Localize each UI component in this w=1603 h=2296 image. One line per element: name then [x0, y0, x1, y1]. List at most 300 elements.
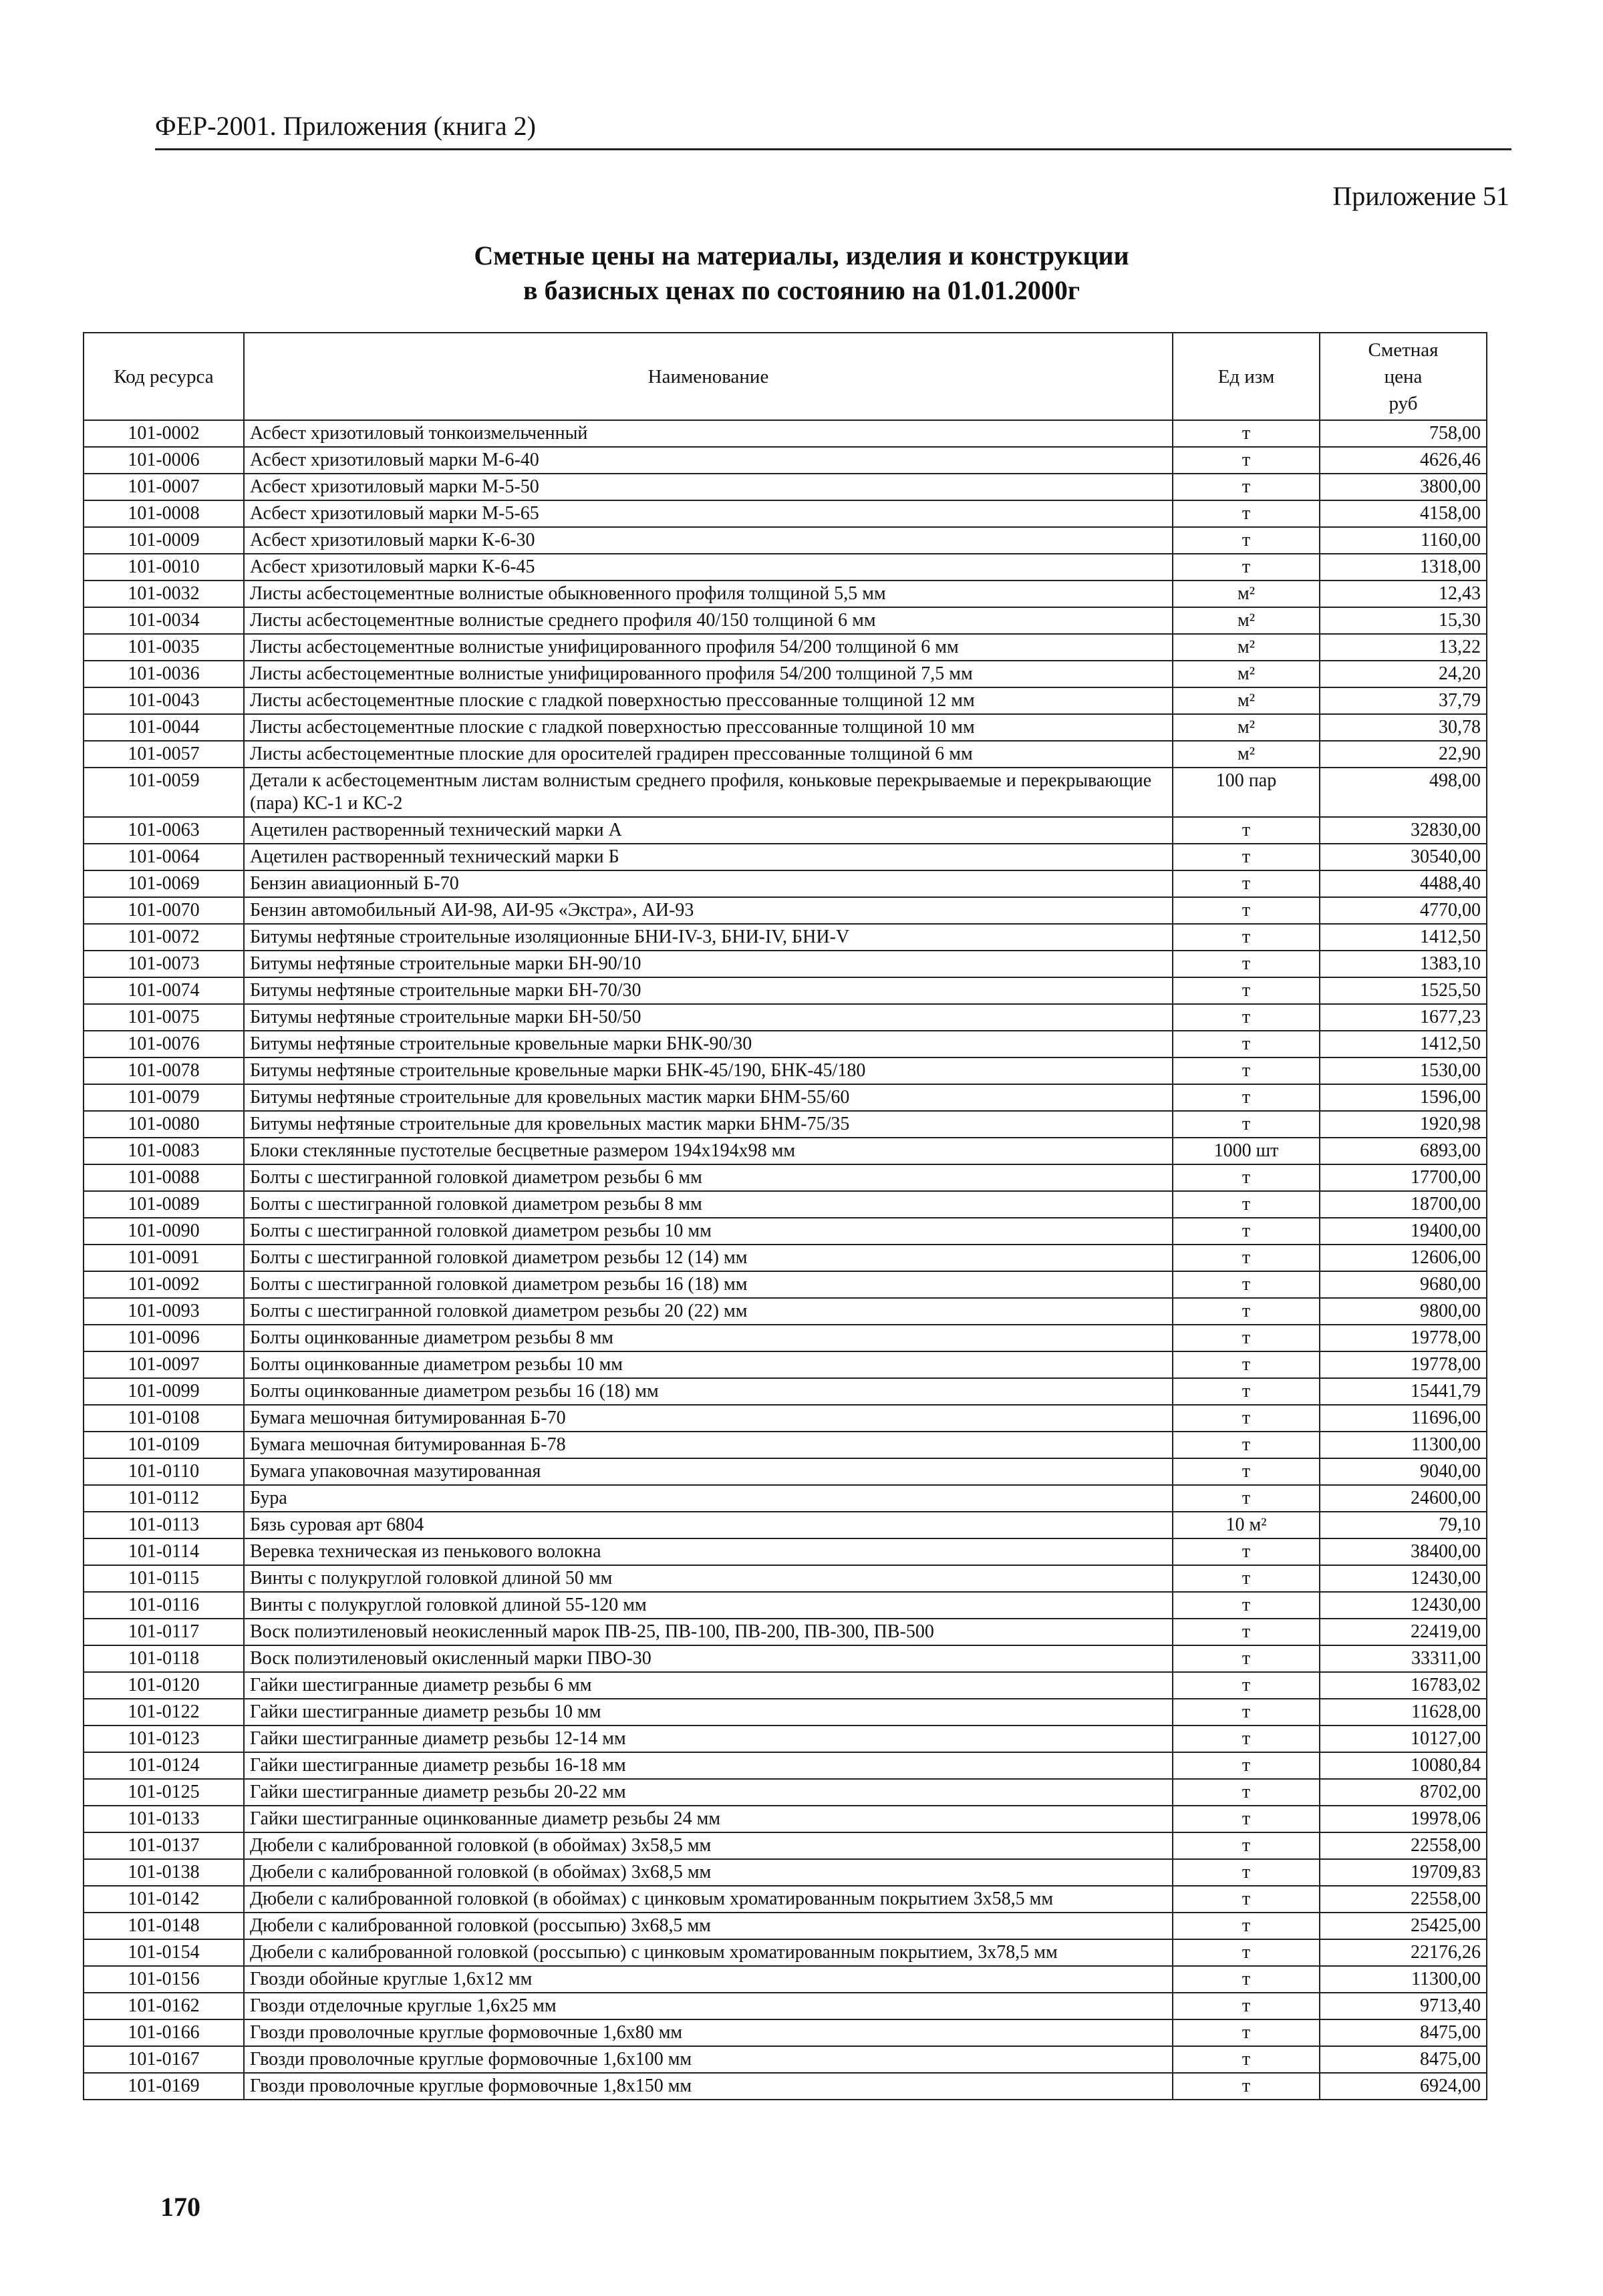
row-unit: т	[1173, 1485, 1320, 1512]
row-unit: т	[1173, 554, 1320, 581]
row-code: 101-0114	[84, 1538, 244, 1565]
row-name: Листы асбестоцементные волнистые унифицированного профиля 54/200 толщиной 6 мм	[244, 634, 1173, 661]
row-name: Гвозди проволочные круглые формовочные 1,6х100 мм	[244, 2046, 1173, 2073]
row-unit: м²	[1173, 581, 1320, 607]
row-code: 101-0043	[84, 687, 244, 714]
row-name: Винты с полукруглой головкой длиной 50 мм	[244, 1565, 1173, 1592]
row-code: 101-0083	[84, 1138, 244, 1164]
row-name: Битумы нефтяные строительные для кровельных мастик марки БНМ-55/60	[244, 1084, 1173, 1111]
row-name: Гайки шестигранные диаметр резьбы 10 мм	[244, 1699, 1173, 1726]
row-name: Битумы нефтяные строительные марки БН-90/10	[244, 951, 1173, 977]
table-row	[84, 607, 1487, 634]
row-price: 8475,00	[1320, 2019, 1487, 2046]
table-row	[84, 474, 1487, 500]
row-code: 101-0116	[84, 1592, 244, 1619]
row-unit: т	[1173, 1538, 1320, 1565]
row-code: 101-0138	[84, 1859, 244, 1886]
row-price: 4158,00	[1320, 500, 1487, 527]
row-price: 9713,40	[1320, 1993, 1487, 2019]
table-row	[84, 897, 1487, 924]
row-price: 758,00	[1320, 420, 1487, 447]
row-unit: т	[1173, 1458, 1320, 1485]
row-price: 24,20	[1320, 661, 1487, 687]
table-row	[84, 1913, 1487, 1939]
row-name: Ацетилен растворенный технический марки Б	[244, 844, 1173, 870]
row-name: Воск полиэтиленовый окисленный марки ПВО-30	[244, 1645, 1173, 1672]
row-price: 498,00	[1320, 768, 1487, 817]
row-unit: т	[1173, 844, 1320, 870]
table-header-row	[84, 333, 1487, 420]
table-row	[84, 1031, 1487, 1057]
row-unit: т	[1173, 1191, 1320, 1218]
row-unit: т	[1173, 2073, 1320, 2100]
table-row	[84, 1752, 1487, 1779]
row-unit: т	[1173, 527, 1320, 554]
row-code: 101-0142	[84, 1886, 244, 1913]
row-name: Листы асбестоцементные плоские для оросителей градирен прессованные толщиной 6 мм	[244, 741, 1173, 768]
row-price: 8702,00	[1320, 1779, 1487, 1806]
row-code: 101-0057	[84, 741, 244, 768]
row-price: 15441,79	[1320, 1378, 1487, 1405]
row-name: Блоки стеклянные пустотелые бесцветные размером 194х194х98 мм	[244, 1138, 1173, 1164]
row-unit: т	[1173, 897, 1320, 924]
table-row	[84, 1886, 1487, 1913]
row-code: 101-0035	[84, 634, 244, 661]
row-price: 19778,00	[1320, 1351, 1487, 1378]
table-row	[84, 1218, 1487, 1245]
row-unit: т	[1173, 1645, 1320, 1672]
row-price: 1160,00	[1320, 527, 1487, 554]
row-code: 101-0092	[84, 1271, 244, 1298]
row-code: 101-0080	[84, 1111, 244, 1138]
table-row	[84, 1485, 1487, 1512]
price-header-line3: руб	[1389, 392, 1418, 414]
row-unit: т	[1173, 817, 1320, 844]
row-name: Гайки шестигранные диаметр резьбы 16-18 мм	[244, 1752, 1173, 1779]
table-row	[84, 1726, 1487, 1752]
row-code: 101-0110	[84, 1458, 244, 1485]
row-code: 101-0096	[84, 1325, 244, 1351]
row-code: 101-0109	[84, 1432, 244, 1458]
table-row	[84, 1432, 1487, 1458]
row-price: 8475,00	[1320, 2046, 1487, 2073]
row-name: Дюбели с калиброванной головкой (в обоймах) 3х58,5 мм	[244, 1832, 1173, 1859]
row-unit: т	[1173, 447, 1320, 474]
table-row	[84, 741, 1487, 768]
row-unit: т	[1173, 1325, 1320, 1351]
table-row	[84, 1164, 1487, 1191]
row-code: 101-0169	[84, 2073, 244, 2100]
row-name: Болты оцинкованные диаметром резьбы 8 мм	[244, 1325, 1173, 1351]
row-code: 101-0112	[84, 1485, 244, 1512]
row-name: Битумы нефтяные строительные кровельные марки БНК-45/190, БНК-45/180	[244, 1057, 1173, 1084]
row-code: 101-0078	[84, 1057, 244, 1084]
row-unit: т	[1173, 977, 1320, 1004]
table-row	[84, 2046, 1487, 2073]
row-unit: м²	[1173, 607, 1320, 634]
row-name: Гайки шестигранные диаметр резьбы 20-22 мм	[244, 1779, 1173, 1806]
row-unit: т	[1173, 1111, 1320, 1138]
row-code: 101-0006	[84, 447, 244, 474]
row-price: 38400,00	[1320, 1538, 1487, 1565]
row-unit: т	[1173, 1432, 1320, 1458]
row-unit: м²	[1173, 661, 1320, 687]
table-row	[84, 1619, 1487, 1645]
table-row	[84, 500, 1487, 527]
row-name: Гайки шестигранные оцинкованные диаметр резьбы 24 мм	[244, 1806, 1173, 1832]
table-row	[84, 768, 1487, 817]
price-header-line1: Сметная	[1368, 339, 1439, 361]
page-number: 170	[160, 2192, 200, 2222]
table-row	[84, 1138, 1487, 1164]
table-row	[84, 1057, 1487, 1084]
row-unit: т	[1173, 1218, 1320, 1245]
row-unit: т	[1173, 420, 1320, 447]
row-name: Бумага мешочная битумированная Б-70	[244, 1405, 1173, 1432]
row-code: 101-0108	[84, 1405, 244, 1432]
running-header: ФЕР-2001. Приложения (книга 2)	[155, 111, 536, 141]
row-code: 101-0124	[84, 1752, 244, 1779]
table-row	[84, 581, 1487, 607]
row-code: 101-0125	[84, 1779, 244, 1806]
row-unit: т	[1173, 2019, 1320, 2046]
row-code: 101-0115	[84, 1565, 244, 1592]
row-code: 101-0076	[84, 1031, 244, 1057]
row-code: 101-0093	[84, 1298, 244, 1325]
row-price: 10080,84	[1320, 1752, 1487, 1779]
table-row	[84, 420, 1487, 447]
table-row	[84, 1351, 1487, 1378]
price-table	[83, 332, 1487, 2100]
price-header-line2: цена	[1384, 365, 1423, 387]
row-name: Асбест хризотиловый марки М-6-40	[244, 447, 1173, 474]
table-row	[84, 1645, 1487, 1672]
table-row	[84, 1565, 1487, 1592]
row-name: Болты с шестигранной головкой диаметром резьбы 8 мм	[244, 1191, 1173, 1218]
table-row	[84, 527, 1487, 554]
table-row	[84, 1512, 1487, 1538]
row-unit: т	[1173, 1084, 1320, 1111]
row-code: 101-0091	[84, 1245, 244, 1271]
row-unit: т	[1173, 1565, 1320, 1592]
row-unit: т	[1173, 1832, 1320, 1859]
column-header-name: Наименование	[244, 333, 1173, 420]
row-price: 18700,00	[1320, 1191, 1487, 1218]
row-unit: т	[1173, 870, 1320, 897]
table-row	[84, 870, 1487, 897]
row-name: Бумага мешочная битумированная Б-78	[244, 1432, 1173, 1458]
row-code: 101-0137	[84, 1832, 244, 1859]
row-code: 101-0133	[84, 1806, 244, 1832]
row-code: 101-0113	[84, 1512, 244, 1538]
row-name: Гвозди отделочные круглые 1,6х25 мм	[244, 1993, 1173, 2019]
row-name: Бензин автомобильный АИ-98, АИ-95 «Экстра», АИ-93	[244, 897, 1173, 924]
row-price: 12430,00	[1320, 1592, 1487, 1619]
row-price: 22558,00	[1320, 1886, 1487, 1913]
row-code: 101-0097	[84, 1351, 244, 1378]
table-row	[84, 1672, 1487, 1699]
row-name: Бязь суровая арт 6804	[244, 1512, 1173, 1538]
table-row	[84, 554, 1487, 581]
row-price: 4626,46	[1320, 447, 1487, 474]
row-unit: т	[1173, 1592, 1320, 1619]
row-price: 19978,06	[1320, 1806, 1487, 1832]
row-unit: т	[1173, 1699, 1320, 1726]
row-name: Дюбели с калиброванной головкой (в обоймах) 3х68,5 мм	[244, 1859, 1173, 1886]
row-code: 101-0044	[84, 714, 244, 741]
row-unit: м²	[1173, 741, 1320, 768]
table-row	[84, 1993, 1487, 2019]
row-unit: т	[1173, 1726, 1320, 1752]
row-code: 101-0090	[84, 1218, 244, 1245]
table-row	[84, 817, 1487, 844]
row-code: 101-0009	[84, 527, 244, 554]
row-price: 11696,00	[1320, 1405, 1487, 1432]
table-row	[84, 1111, 1487, 1138]
row-code: 101-0069	[84, 870, 244, 897]
row-unit: т	[1173, 474, 1320, 500]
row-price: 1530,00	[1320, 1057, 1487, 1084]
table-row	[84, 1538, 1487, 1565]
row-unit: т	[1173, 1752, 1320, 1779]
row-price: 4488,40	[1320, 870, 1487, 897]
row-name: Асбест хризотиловый марки М-5-65	[244, 500, 1173, 527]
row-price: 6893,00	[1320, 1138, 1487, 1164]
table-row	[84, 977, 1487, 1004]
table-row	[84, 951, 1487, 977]
row-code: 101-0148	[84, 1913, 244, 1939]
row-unit: т	[1173, 1378, 1320, 1405]
row-code: 101-0007	[84, 474, 244, 500]
row-name: Дюбели с калиброванной головкой (россыпью) 3х68,5 мм	[244, 1913, 1173, 1939]
row-name: Дюбели с калиброванной головкой (в обоймах) с цинковым хроматированным покрытием 3х58,5 мм	[244, 1886, 1173, 1913]
row-unit: т	[1173, 1351, 1320, 1378]
row-code: 101-0036	[84, 661, 244, 687]
table-row	[84, 844, 1487, 870]
row-name: Асбест хризотиловый марки К-6-30	[244, 527, 1173, 554]
row-price: 1920,98	[1320, 1111, 1487, 1138]
row-price: 12430,00	[1320, 1565, 1487, 1592]
row-price: 12606,00	[1320, 1245, 1487, 1271]
row-name: Гвозди проволочные круглые формовочные 1,8х150 мм	[244, 2073, 1173, 2100]
table-row	[84, 2073, 1487, 2100]
table-row	[84, 1191, 1487, 1218]
table-row	[84, 1592, 1487, 1619]
row-unit: т	[1173, 1057, 1320, 1084]
row-name: Болты с шестигранной головкой диаметром резьбы 12 (14) мм	[244, 1245, 1173, 1271]
row-code: 101-0088	[84, 1164, 244, 1191]
row-code: 101-0122	[84, 1699, 244, 1726]
row-name: Листы асбестоцементные плоские с гладкой поверхностью прессованные толщиной 12 мм	[244, 687, 1173, 714]
row-price: 4770,00	[1320, 897, 1487, 924]
row-unit: т	[1173, 1806, 1320, 1832]
row-unit: т	[1173, 1619, 1320, 1645]
row-unit: т	[1173, 1405, 1320, 1432]
row-price: 22,90	[1320, 741, 1487, 768]
row-price: 30,78	[1320, 714, 1487, 741]
row-price: 22176,26	[1320, 1939, 1487, 1966]
column-header-code: Код ресурса	[84, 333, 244, 420]
row-code: 101-0089	[84, 1191, 244, 1218]
row-code: 101-0099	[84, 1378, 244, 1405]
row-code: 101-0070	[84, 897, 244, 924]
row-name: Бумага упаковочная мазутированная	[244, 1458, 1173, 1485]
row-price: 1596,00	[1320, 1084, 1487, 1111]
row-price: 30540,00	[1320, 844, 1487, 870]
row-name: Болты с шестигранной головкой диаметром резьбы 10 мм	[244, 1218, 1173, 1245]
table-row	[84, 687, 1487, 714]
row-name: Ацетилен растворенный технический марки А	[244, 817, 1173, 844]
row-price: 19778,00	[1320, 1325, 1487, 1351]
row-unit: т	[1173, 2046, 1320, 2073]
row-unit: т	[1173, 951, 1320, 977]
row-code: 101-0010	[84, 554, 244, 581]
table-row	[84, 1245, 1487, 1271]
table-row	[84, 1966, 1487, 1993]
row-name: Болты оцинкованные диаметром резьбы 10 мм	[244, 1351, 1173, 1378]
table-row	[84, 1699, 1487, 1726]
row-price: 37,79	[1320, 687, 1487, 714]
row-name: Детали к асбестоцементным листам волнистым среднего профиля, коньковые перекрываемые и перекрывающие (пара) КС-1 и КС-2	[244, 768, 1173, 817]
row-unit: т	[1173, 924, 1320, 951]
table-row	[84, 1806, 1487, 1832]
table-row	[84, 1298, 1487, 1325]
row-price: 10127,00	[1320, 1726, 1487, 1752]
table-row	[84, 1939, 1487, 1966]
row-price: 1318,00	[1320, 554, 1487, 581]
row-name: Листы асбестоцементные волнистые среднего профиля 40/150 толщиной 6 мм	[244, 607, 1173, 634]
row-price: 6924,00	[1320, 2073, 1487, 2100]
row-code: 101-0162	[84, 1993, 244, 2019]
row-name: Асбест хризотиловый марки М-5-50	[244, 474, 1173, 500]
table-row	[84, 1084, 1487, 1111]
row-unit: м²	[1173, 634, 1320, 661]
row-name: Гайки шестигранные диаметр резьбы 6 мм	[244, 1672, 1173, 1699]
row-unit: м²	[1173, 714, 1320, 741]
row-code: 101-0034	[84, 607, 244, 634]
row-price: 32830,00	[1320, 817, 1487, 844]
row-name: Винты с полукруглой головкой длиной 55-120 мм	[244, 1592, 1173, 1619]
row-name: Листы асбестоцементные волнистые обыкновенного профиля толщиной 5,5 мм	[244, 581, 1173, 607]
table-row	[84, 1405, 1487, 1432]
row-code: 101-0008	[84, 500, 244, 527]
row-unit: т	[1173, 1004, 1320, 1031]
header-divider	[155, 148, 1511, 150]
row-unit: 10 м²	[1173, 1512, 1320, 1538]
row-code: 101-0072	[84, 924, 244, 951]
row-name: Болты оцинкованные диаметром резьбы 16 (18) мм	[244, 1378, 1173, 1405]
row-name: Воск полиэтиленовый неокисленный марок ПВ-25, ПВ-100, ПВ-200, ПВ-300, ПВ-500	[244, 1619, 1173, 1645]
row-code: 101-0118	[84, 1645, 244, 1672]
row-code: 101-0167	[84, 2046, 244, 2073]
row-price: 1412,50	[1320, 924, 1487, 951]
row-name: Гвозди обойные круглые 1,6х12 мм	[244, 1966, 1173, 1993]
row-name: Болты с шестигранной головкой диаметром резьбы 6 мм	[244, 1164, 1173, 1191]
row-price: 33311,00	[1320, 1645, 1487, 1672]
document-title-line2: в базисных ценах по состоянию на 01.01.2000г	[523, 275, 1080, 305]
row-name: Битумы нефтяные строительные для кровельных мастик марки БНМ-75/35	[244, 1111, 1173, 1138]
row-code: 101-0166	[84, 2019, 244, 2046]
row-price: 24600,00	[1320, 1485, 1487, 1512]
row-name: Асбест хризотиловый тонкоизмельченный	[244, 420, 1173, 447]
table-row	[84, 1458, 1487, 1485]
row-price: 1412,50	[1320, 1031, 1487, 1057]
table-row	[84, 447, 1487, 474]
row-name: Дюбели с калиброванной головкой (россыпью) с цинковым хроматированным покрытием, 3х78,5 мм	[244, 1939, 1173, 1966]
row-name: Битумы нефтяные строительные кровельные марки БНК-90/30	[244, 1031, 1173, 1057]
row-price: 1383,10	[1320, 951, 1487, 977]
row-price: 9800,00	[1320, 1298, 1487, 1325]
row-unit: т	[1173, 1886, 1320, 1913]
row-unit: т	[1173, 1859, 1320, 1886]
row-price: 9680,00	[1320, 1271, 1487, 1298]
row-unit: т	[1173, 1966, 1320, 1993]
row-name: Битумы нефтяные строительные изоляционные БНИ-IV-3, БНИ-IV, БНИ-V	[244, 924, 1173, 951]
row-price: 3800,00	[1320, 474, 1487, 500]
row-unit: т	[1173, 1779, 1320, 1806]
row-price: 13,22	[1320, 634, 1487, 661]
row-price: 1677,23	[1320, 1004, 1487, 1031]
row-name: Листы асбестоцементные плоские с гладкой поверхностью прессованные толщиной 10 мм	[244, 714, 1173, 741]
column-header-price	[1320, 333, 1487, 420]
row-price: 19709,83	[1320, 1859, 1487, 1886]
row-code: 101-0059	[84, 768, 244, 817]
row-name: Болты с шестигранной головкой диаметром резьбы 16 (18) мм	[244, 1271, 1173, 1298]
row-unit: т	[1173, 500, 1320, 527]
row-code: 101-0074	[84, 977, 244, 1004]
row-name: Листы асбестоцементные волнистые унифицированного профиля 54/200 толщиной 7,5 мм	[244, 661, 1173, 687]
row-price: 11300,00	[1320, 1432, 1487, 1458]
row-price: 1525,50	[1320, 977, 1487, 1004]
row-unit: т	[1173, 1913, 1320, 1939]
appendix-label: Приложение 51	[1332, 181, 1509, 211]
row-price: 19400,00	[1320, 1218, 1487, 1245]
table-row	[84, 1004, 1487, 1031]
row-price: 12,43	[1320, 581, 1487, 607]
row-unit: т	[1173, 1271, 1320, 1298]
row-code: 101-0120	[84, 1672, 244, 1699]
table-body	[84, 420, 1487, 2100]
row-name: Битумы нефтяные строительные марки БН-50/50	[244, 1004, 1173, 1031]
row-unit: т	[1173, 1164, 1320, 1191]
table-row	[84, 1378, 1487, 1405]
row-price: 79,10	[1320, 1512, 1487, 1538]
row-code: 101-0002	[84, 420, 244, 447]
row-price: 22419,00	[1320, 1619, 1487, 1645]
row-unit: т	[1173, 1031, 1320, 1057]
row-unit: т	[1173, 1993, 1320, 2019]
row-code: 101-0079	[84, 1084, 244, 1111]
row-unit: т	[1173, 1939, 1320, 1966]
table-row	[84, 634, 1487, 661]
table-row	[84, 1859, 1487, 1886]
row-unit: т	[1173, 1245, 1320, 1271]
row-unit: 1000 шт	[1173, 1138, 1320, 1164]
row-price: 16783,02	[1320, 1672, 1487, 1699]
row-name: Болты с шестигранной головкой диаметром резьбы 20 (22) мм	[244, 1298, 1173, 1325]
document-title-line1: Сметные цены на материалы, изделия и конструкции	[474, 240, 1129, 271]
row-price: 25425,00	[1320, 1913, 1487, 1939]
row-price: 9040,00	[1320, 1458, 1487, 1485]
row-code: 101-0123	[84, 1726, 244, 1752]
table-row	[84, 1271, 1487, 1298]
table-row	[84, 1832, 1487, 1859]
row-price: 22558,00	[1320, 1832, 1487, 1859]
row-code: 101-0064	[84, 844, 244, 870]
row-code: 101-0156	[84, 1966, 244, 1993]
row-unit: 100 пар	[1173, 768, 1320, 817]
row-price: 17700,00	[1320, 1164, 1487, 1191]
